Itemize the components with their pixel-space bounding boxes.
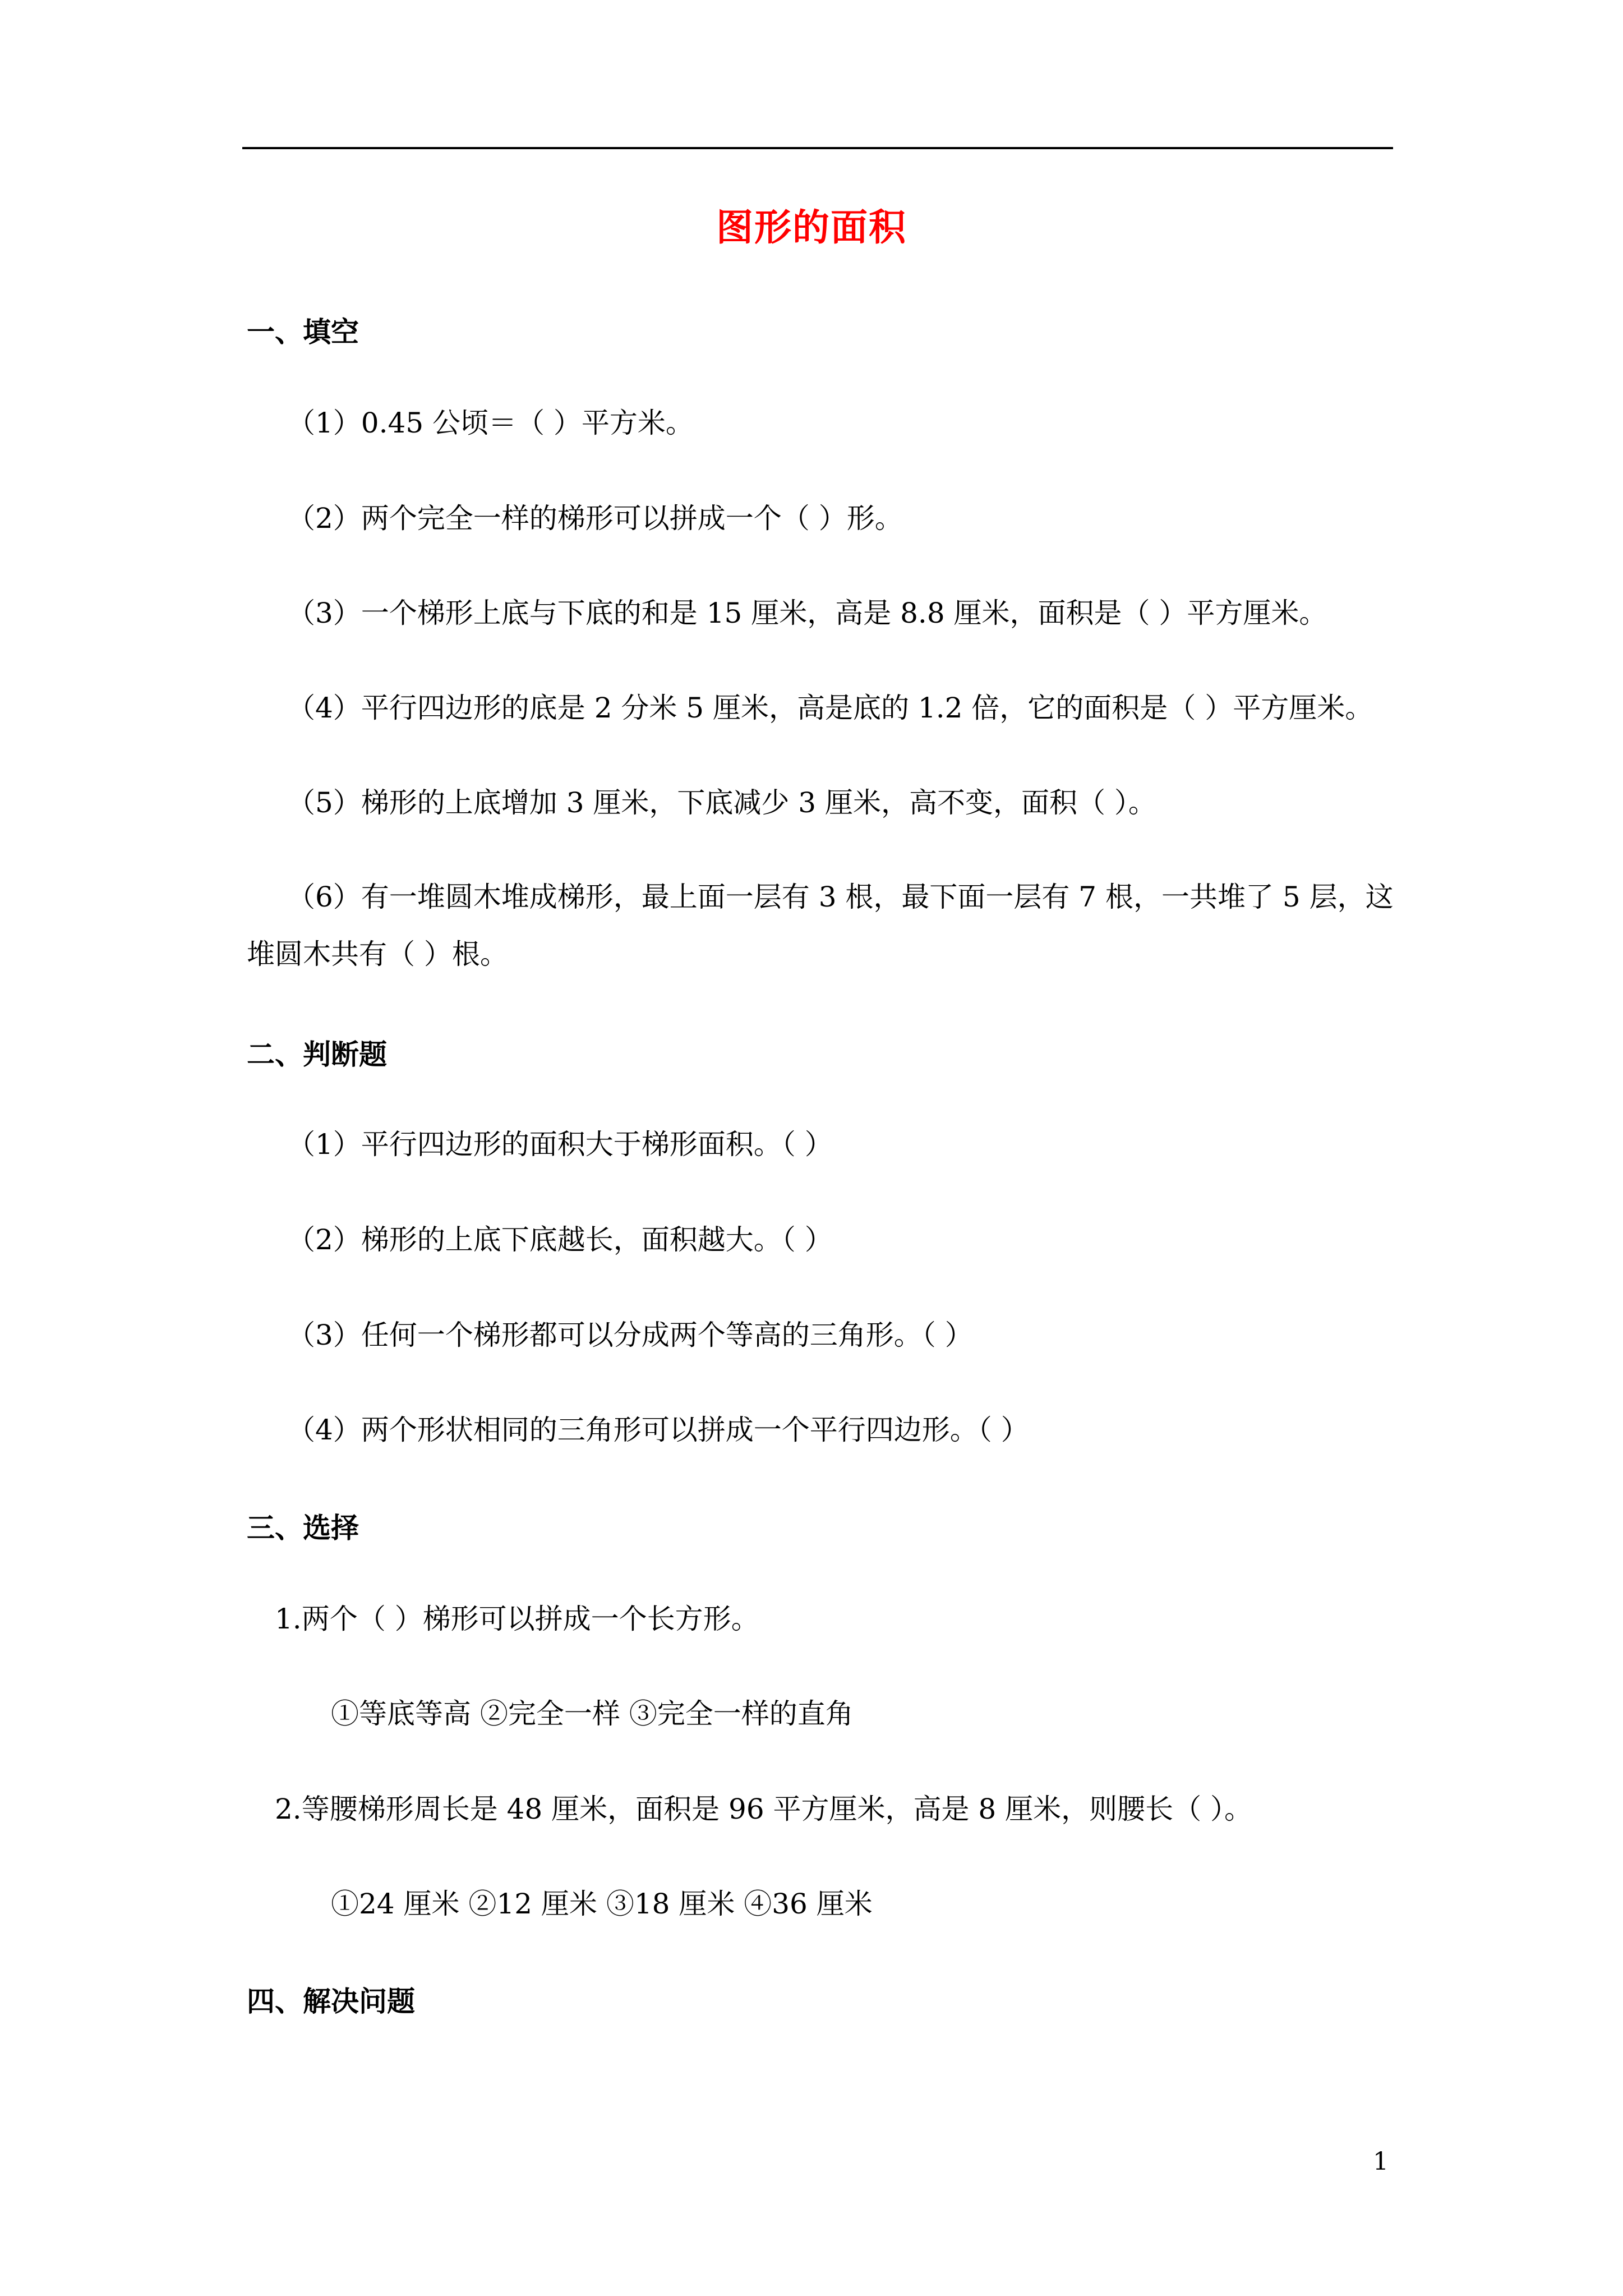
fill-blank-item: （2）两个完全一样的梯形可以拼成一个（ ）形。 <box>287 502 903 535</box>
choice-question-stem: 2.等腰梯形周长是 48 厘米，面积是 96 平方厘米，高是 8 厘米，则腰长（ ）。 <box>275 1793 1253 1825</box>
true-false-item: （3）任何一个梯形都可以分成两个等高的三角形。（ ） <box>287 1319 973 1351</box>
section-heading-problem-solving: 四、解决问题 <box>247 1985 415 2018</box>
choice-question-options: ①等底等高 ②完全一样 ③完全一样的直角 <box>331 1697 854 1730</box>
choice-question-options: ①24 厘米 ②12 厘米 ③18 厘米 ④36 厘米 <box>331 1888 873 1920</box>
choice-question-stem: 1.两个（ ）梯形可以拼成一个长方形。 <box>275 1603 759 1635</box>
fill-blank-item-continuation: 堆圆木共有（ ）根。 <box>247 938 508 970</box>
true-false-item: （1）平行四边形的面积大于梯形面积。（ ） <box>287 1128 833 1161</box>
true-false-item: （2）梯形的上底下底越长，面积越大。（ ） <box>287 1223 833 1256</box>
header-rule <box>242 147 1393 149</box>
page-number: 1 <box>1373 2147 1389 2176</box>
section-heading-multiple-choice: 三、选择 <box>247 1511 359 1544</box>
true-false-item: （4）两个形状相同的三角形可以拼成一个平行四边形。（ ） <box>287 1414 1029 1446</box>
fill-blank-item: （4）平行四边形的底是 2 分米 5 厘米，高是底的 1.2 倍，它的面积是（ ）平方厘米。 <box>287 692 1373 724</box>
fill-blank-item: （6）有一堆圆木堆成梯形，最上面一层有 3 根，最下面一层有 7 根，一共堆了 5 层，这 <box>287 881 1394 913</box>
fill-blank-item: （3）一个梯形上底与下底的和是 15 厘米，高是 8.8 厘米，面积是（ ）平方厘米。 <box>287 597 1327 629</box>
fill-blank-item: （1）0.45 公顷＝（ ）平方米。 <box>287 407 694 439</box>
page-title: 图形的面积 <box>716 205 907 249</box>
section-heading-true-false: 二、判断题 <box>247 1038 387 1071</box>
section-heading-fill-blank: 一、填空 <box>247 315 359 348</box>
fill-blank-item: （5）梯形的上底增加 3 厘米，下底减少 3 厘米，高不变，面积（ ）。 <box>287 786 1156 819</box>
